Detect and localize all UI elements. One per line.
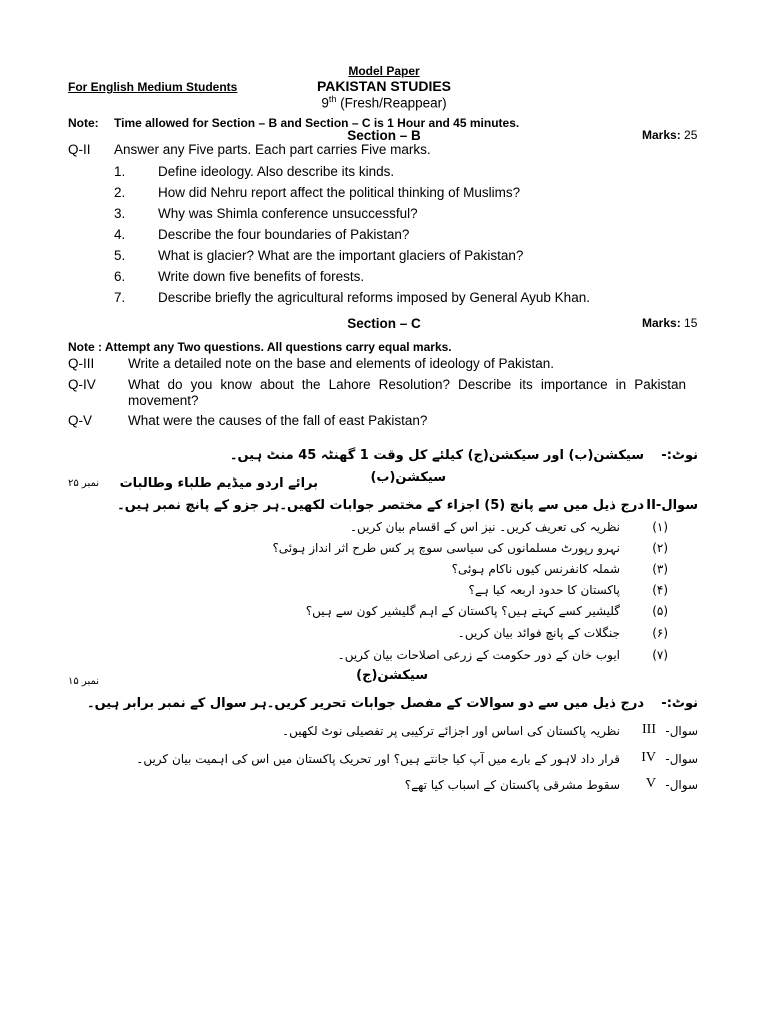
list-item-number: 7.: [114, 290, 126, 305]
urdu-section-c-marks: نمبر ۱۵: [68, 676, 100, 687]
urdu-question-roman: III: [642, 722, 656, 737]
urdu-list-item-number: (۴): [652, 583, 668, 597]
urdu-question-label: سوال-: [665, 778, 698, 792]
urdu-list-item-number: (۵): [652, 604, 668, 618]
urdu-list-item-number: (۷): [652, 648, 668, 662]
section-b-marks: [642, 128, 697, 142]
list-item-text: Describe briefly the agricultural reforms imposed by General Ayub Khan.: [158, 290, 590, 305]
urdu-list-item-number: (۶): [652, 626, 668, 640]
urdu-note2-label: نوٹ:-: [661, 696, 698, 711]
urdu-question-label: سوال-: [665, 752, 698, 766]
urdu-q2-instruction: درج ذیل میں سے پانچ (5) اجزاء کے مختصر جوابات لکھیں۔ہر جزو کے پانچ نمبر ہیں۔: [117, 498, 644, 513]
urdu-note2-text: درج ذیل میں سے دو سوالات کے مفصل جوابات تحریر کریں۔ہر سوال کے نمبر برابر ہیں۔: [86, 696, 644, 711]
section-b-title: Section – B: [347, 128, 421, 143]
section-c-marks-value: 15: [684, 316, 698, 330]
urdu-list-item-text: شملہ کانفرنس کیوں ناکام ہوئی؟: [451, 562, 620, 576]
list-item-number: 1.: [114, 164, 126, 179]
question-label: Q-IV: [68, 377, 96, 392]
urdu-question-text: نظریہ پاکستان کی اساس اور اجزائے ترکیبی پر تفصیلی نوٹ لکھیں۔: [282, 724, 620, 738]
list-item-text: What is glacier? What are the important glaciers of Pakistan?: [158, 248, 524, 263]
list-item-text: How did Nehru report affect the political thinking of Muslims?: [158, 185, 521, 200]
urdu-note-label: نوٹ:-: [661, 448, 698, 463]
urdu-list-item-text: جنگلات کے پانچ فوائد بیان کریں۔: [457, 626, 620, 640]
list-item-text: Write down five benefits of forests.: [158, 269, 365, 284]
urdu-question-label: سوال-: [665, 724, 698, 738]
subject-title: PAKISTAN STUDIES: [316, 78, 452, 94]
question-label: Q-III: [68, 356, 95, 371]
question-label: Q-V: [68, 413, 93, 428]
question-text: What were the causes of the fall of east Pakistan?: [128, 413, 428, 428]
urdu-list-item-text: گلیشیر کسے کہتے ہیں؟ پاکستان کے اہم گلیشیر کون سے ہیں؟: [305, 604, 620, 618]
section-c-marks-label: Marks:: [642, 316, 681, 330]
urdu-question-roman: IV: [641, 750, 656, 765]
urdu-question-roman: V: [645, 776, 656, 791]
section-b-marks-label: Marks:: [642, 128, 681, 142]
urdu-list-item-number: (۳): [652, 562, 668, 576]
section-c-title: Section – C: [347, 316, 421, 331]
class-number: 9: [321, 95, 329, 111]
list-item-number: 6.: [114, 269, 126, 284]
list-item-number: 2.: [114, 185, 126, 200]
urdu-section-c-title: سیکشن(ج): [356, 668, 428, 683]
question-text: Write a detailed note on the base and elements of ideology of Pakistan.: [128, 356, 555, 371]
class-type: (Fresh/Reappear): [340, 95, 447, 111]
urdu-audience: برائے اردو میڈیم طلباء وطالبات: [119, 476, 318, 491]
question-text: What do you know about the Lahore Resolution? Describe its importance in Pakistan movement?: [128, 377, 686, 408]
audience-label: For English Medium Students: [68, 80, 238, 94]
list-item-number: 4.: [114, 227, 126, 242]
section-c-note: Note : Attempt any Two questions. All questions carry equal marks.: [68, 340, 452, 354]
class-suffix: th: [328, 94, 337, 104]
section-b-instruction: Answer any Five parts. Each part carries Five marks.: [114, 142, 431, 157]
urdu-section-b-title: سیکشن(ب): [370, 470, 446, 485]
urdu-question-text: قرار داد لاہور کے بارے میں آپ کیا جانتے ہیں؟ اور تحریک پاکستان میں اس کی اہمیت بیان کریں۔: [136, 752, 620, 766]
class-label: [321, 94, 446, 111]
urdu-list-item-text: پاکستان کا حدود اربعہ کیا ہے؟: [468, 583, 620, 597]
urdu-list-item-number: (۱): [652, 520, 668, 534]
section-c-marks: [642, 316, 697, 330]
urdu-section-b-marks: نمبر ۲۵: [68, 478, 100, 489]
list-item-number: 5.: [114, 248, 126, 263]
urdu-q2-label: سوال-II: [646, 498, 698, 513]
urdu-note-text: سیکشن(ب) اور سیکشن(ج) کیلئے کل وقت 1 گھنٹہ 45 منٹ ہیں۔: [229, 448, 644, 463]
list-item-text: Describe the four boundaries of Pakistan?: [158, 227, 410, 242]
urdu-list-item-number: (۲): [652, 541, 668, 555]
urdu-question-text: سقوط مشرقی پاکستان کے اسباب کیا تھے؟: [404, 778, 620, 792]
paper-title: Model Paper: [348, 64, 420, 78]
list-item-number: 3.: [114, 206, 126, 221]
note-label: Note:: [68, 116, 99, 130]
urdu-list-item-text: نہرو رپورٹ مسلمانوں کی سیاسی سوچ پر کس طرح اثر انداز ہوئی؟: [272, 541, 620, 555]
section-b-marks-value: 25: [684, 128, 698, 142]
urdu-list-item-text: ایوب خان کے دور حکومت کے زرعی اصلاحات بیان کریں۔: [337, 648, 620, 662]
urdu-list-item-text: نظریہ کی تعریف کریں۔ نیز اس کے اقسام بیان کریں۔: [349, 520, 620, 534]
list-item-text: Define ideology. Also describe its kinds.: [158, 164, 395, 179]
section-b-question-label: Q-II: [68, 142, 91, 157]
note-text: Time allowed for Section – B and Section – C is 1 Hour and 45 minutes.: [114, 116, 520, 130]
list-item-text: Why was Shimla conference unsuccessful?: [158, 206, 418, 221]
